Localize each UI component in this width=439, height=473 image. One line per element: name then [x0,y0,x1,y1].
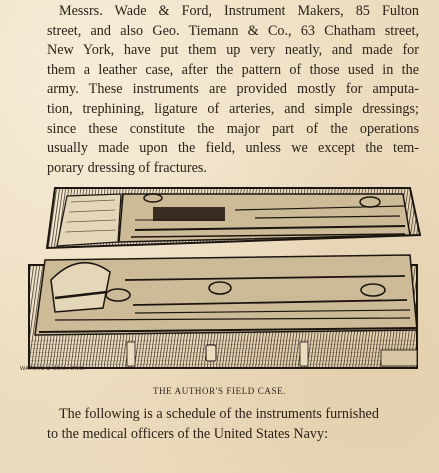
engraver-credit: WATERS & SON , ENG. [20,366,86,372]
paragraph-line: tion, trephining, ligature of arteries, and simple dressings; [47,100,419,117]
paragraph-line: New York, have put them up very neatly, and made for [47,42,419,59]
figure-caption: THE AUTHOR'S FIELD CASE. [152,386,287,396]
body-paragraph [47,2,419,178]
schedule-line: The following is a schedule of the instruments furnished [59,406,379,422]
case-lid [47,188,420,248]
paragraph-line: Messrs. Wade & Ford, Instrument Makers, 85 Fulton [59,3,419,19]
paragraph-line: them a leather case, after the pattern of those used in the [47,61,419,78]
paragraph-line: army. These instruments are provided mostly for amputa- [47,81,419,98]
paragraph-line: since these constitute the major part of the operations [47,120,419,137]
schedule-paragraph [47,405,419,444]
schedule-line: to the medical officers of the United States Navy: [47,425,329,442]
paragraph-line: usually made upon the field, unless we except the tem- [47,140,419,157]
field-case-engraving [15,180,425,380]
paragraph-line: street, and also Geo. Tiemann & Co., 63 Chatham street, [47,22,419,39]
case-base [29,255,417,368]
paragraph-line: porary dressing of fractures. [47,159,207,176]
